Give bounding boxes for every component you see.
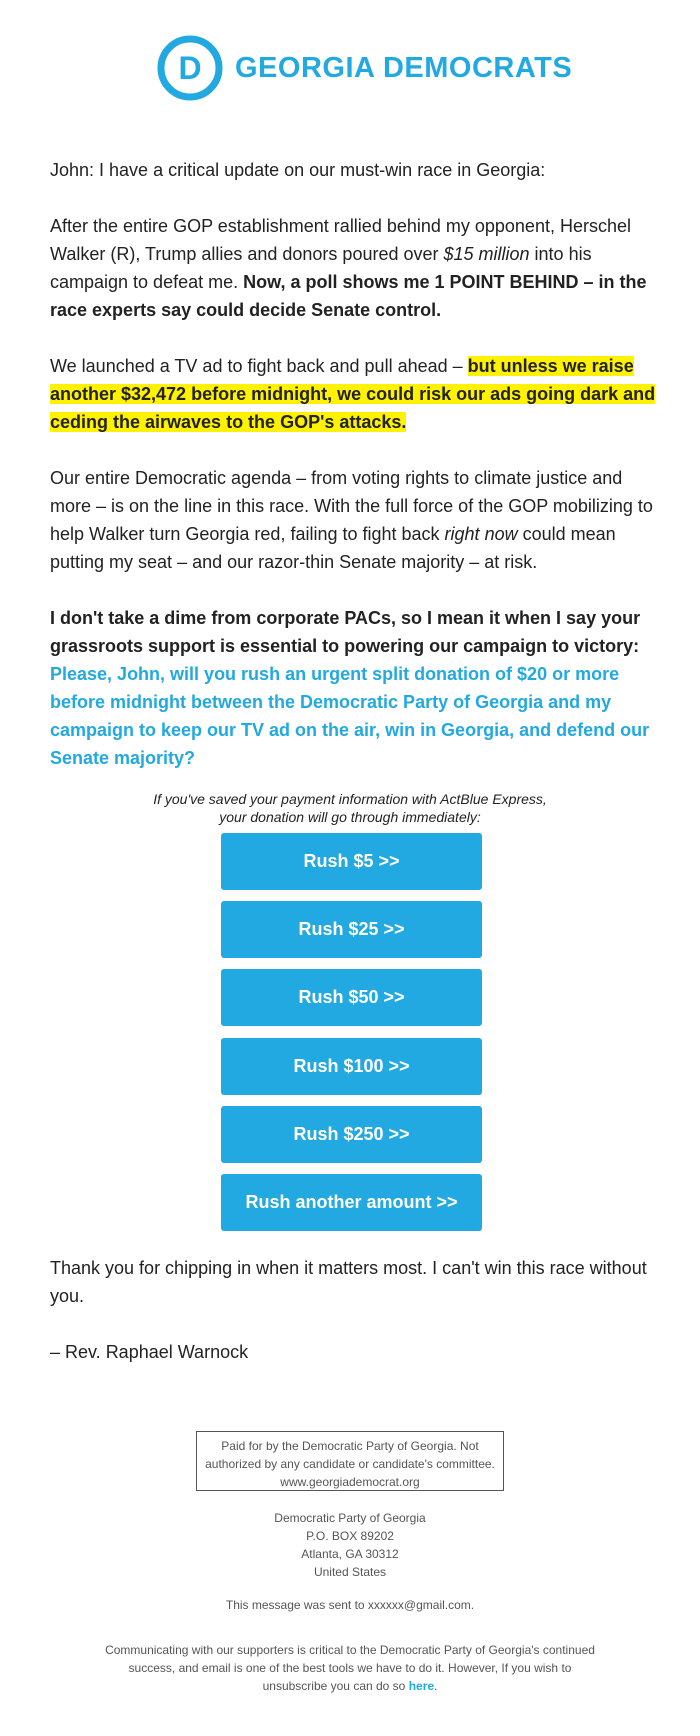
actblue-note bbox=[120, 790, 580, 826]
unsubscribe-end: . bbox=[434, 1679, 438, 1693]
donate-5-button[interactable]: Rush $5 >> bbox=[221, 833, 482, 890]
address-line-po-box: P.O. BOX 89202 bbox=[306, 1529, 394, 1543]
unsubscribe-text: Communicating with our supporters is critical to the Democratic Party of Georgia's continued success, and email is one of the best tools we have to do it. However, If you wish to unsubscribe you can do so bbox=[105, 1643, 595, 1693]
logo-letter: D bbox=[178, 50, 202, 86]
donate-100-button[interactable]: Rush $100 >> bbox=[221, 1038, 482, 1095]
paragraph-tv-ad-highlight: but unless we raise another $32,472 before midnight, we could risk our ads going dark and ceding the airwaves to the GOP's attacks. bbox=[50, 356, 656, 432]
sent-to-notice: This message was sent to xxxxxx@gmail.com. bbox=[225, 1598, 475, 1612]
paragraph-tv-ad-text: We launched a TV ad to fight back and pull ahead – bbox=[50, 356, 468, 376]
greeting: John: I have a critical update on our must-win race in Georgia: bbox=[50, 160, 546, 180]
democrats-d-logo-icon bbox=[157, 35, 223, 101]
paragraph-ask-bold: I don't take a dime from corporate PACs, so I mean it when I say your grassroots support is essential to powering our campaign to victory: bbox=[50, 608, 641, 656]
address-line-country: United States bbox=[313, 1565, 387, 1579]
actblue-note-line-1: If you've saved your payment information with ActBlue Express, bbox=[153, 791, 547, 807]
thank-you-text: Thank you for chipping in when it matters most. I can't win this race without you. bbox=[50, 1258, 647, 1306]
logo-text: GEORGIA DEMOCRATS bbox=[235, 51, 573, 84]
donate-50-button[interactable]: Rush $50 >> bbox=[221, 969, 482, 1026]
paragraph-agenda bbox=[50, 464, 660, 576]
actblue-note-line-2: your donation will go through immediately: bbox=[219, 809, 481, 825]
georgia-democrats-logo[interactable] bbox=[157, 35, 572, 101]
paragraph-opponent-bold: Now, a poll shows me 1 POINT BEHIND – in the race experts say could decide Senate control. bbox=[50, 272, 647, 320]
paid-for-disclaimer bbox=[196, 1431, 504, 1491]
unsubscribe-notice bbox=[95, 1641, 605, 1695]
paragraph-agenda-text-1: Our entire Democratic agenda – from voting rights to climate justice and more – is on the line in this race. With the full force of the GOP mobilizing to help Walker turn Georgia red, failing to fight back bbox=[50, 468, 653, 544]
paragraph-opponent-text-2: into his campaign to defeat me. bbox=[50, 244, 592, 292]
paragraph-ask bbox=[50, 604, 660, 772]
paragraph-opponent bbox=[50, 212, 660, 324]
paragraph-ask-blue: Please, John, will you rush an urgent split donation of $20 or more before midnight between the Democratic Party of Georgia and my campaign to keep our TV ad on the air, win in Georgia, and defend our Senate majority? bbox=[50, 664, 650, 768]
signature: – Rev. Raphael Warnock bbox=[50, 1342, 249, 1362]
paragraph-agenda-emphasis: right now bbox=[444, 524, 518, 544]
address-line-city: Atlanta, GA 30312 bbox=[301, 1547, 399, 1561]
unsubscribe-link[interactable]: here bbox=[408, 1679, 435, 1693]
donate-250-button[interactable]: Rush $250 >> bbox=[221, 1106, 482, 1163]
mailing-address bbox=[200, 1509, 500, 1581]
disclaimer-line-2: authorized by any candidate or candidate's committee. bbox=[205, 1457, 495, 1471]
disclaimer-line-3: www.georgiademocrat.org bbox=[280, 1475, 420, 1489]
donate-other-amount-button[interactable]: Rush another amount >> bbox=[221, 1174, 482, 1231]
disclaimer-line-1: Paid for by the Democratic Party of Georgia. Not bbox=[221, 1439, 479, 1453]
address-line-org: Democratic Party of Georgia bbox=[274, 1511, 426, 1525]
donate-25-button[interactable]: Rush $25 >> bbox=[221, 901, 482, 958]
paragraph-opponent-amount: $15 million bbox=[443, 244, 530, 264]
paragraph-opponent-text-1: After the entire GOP establishment rallied behind my opponent, Herschel Walker (R), Trump allies and donors poured over bbox=[50, 216, 631, 264]
paragraph-agenda-text-2: could mean putting my seat – and our razor-thin Senate majority – at risk. bbox=[50, 524, 616, 572]
paragraph-tv-ad bbox=[50, 352, 660, 436]
